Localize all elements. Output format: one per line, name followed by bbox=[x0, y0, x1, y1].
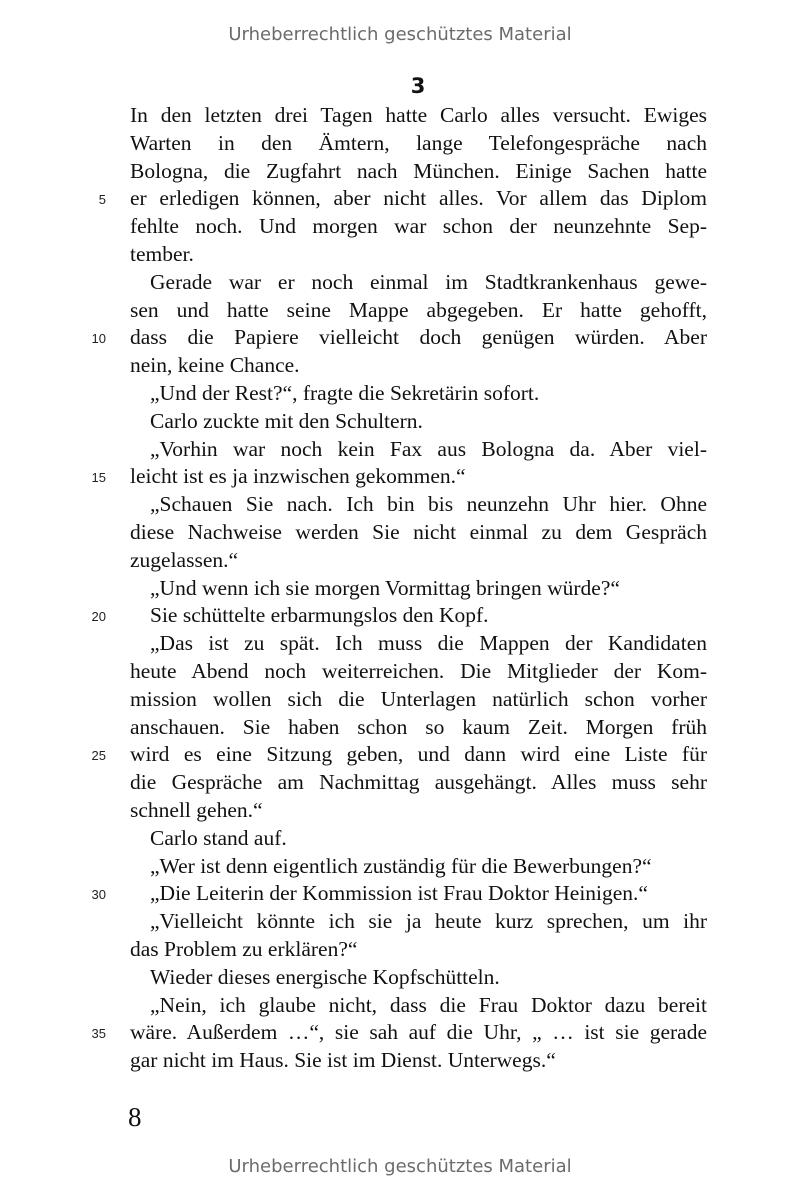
line-text: die Gespräche am Nachmittag ausgehängt. Alles muss sehr bbox=[130, 770, 707, 795]
line-text: heute Abend noch weiterreichen. Die Mitglieder der Kom- bbox=[130, 658, 707, 683]
line-text: „Und der Rest?“, fragte die Sekretärin sofort. bbox=[150, 380, 540, 405]
text-line bbox=[0, 992, 800, 1020]
text-line bbox=[0, 630, 800, 658]
text-line bbox=[0, 380, 800, 408]
text-line bbox=[0, 213, 800, 241]
text-line bbox=[0, 130, 800, 158]
line-text: das Problem zu erklären?“ bbox=[130, 936, 358, 961]
line-text: Bologna, die Zugfahrt nach München. Einige Sachen hatte bbox=[130, 158, 707, 183]
line-text: Carlo stand auf. bbox=[150, 825, 287, 850]
text-line bbox=[0, 769, 800, 797]
chapter-number: 3 bbox=[410, 74, 426, 98]
text-line bbox=[0, 1047, 800, 1075]
text-line bbox=[0, 519, 800, 547]
line-number: 35 bbox=[91, 1026, 106, 1042]
line-text: „Und wenn ich sie morgen Vormittag bringen würde?“ bbox=[150, 575, 620, 600]
line-text: tember. bbox=[130, 241, 194, 266]
text-line bbox=[0, 463, 800, 491]
line-text: „Schauen Sie nach. Ich bin bis neunzehn Uhr hier. Ohne bbox=[150, 492, 707, 517]
text-line bbox=[0, 964, 800, 992]
text-line bbox=[0, 408, 800, 436]
text-line bbox=[0, 269, 800, 297]
line-text: er erledigen können, aber nicht alles. Vor allem das Diplom bbox=[130, 186, 707, 211]
line-number: 25 bbox=[91, 748, 106, 764]
line-text: gar nicht im Haus. Sie ist im Dienst. Unterwegs.“ bbox=[130, 1048, 556, 1073]
text-line bbox=[0, 741, 800, 769]
text-line bbox=[0, 297, 800, 325]
line-number: 30 bbox=[91, 887, 106, 903]
line-number: 20 bbox=[91, 609, 106, 625]
line-text: „Die Leiterin der Kommission ist Frau Doktor Heinigen.“ bbox=[150, 881, 648, 906]
line-text: diese Nachweise werden Sie nicht einmal zu dem Gespräch bbox=[130, 519, 707, 544]
line-text: Wieder dieses energische Kopfschütteln. bbox=[150, 964, 500, 989]
line-number: 5 bbox=[98, 192, 106, 208]
text-line bbox=[0, 575, 800, 603]
line-text: fehlte noch. Und morgen war schon der neunzehnte Sep- bbox=[130, 214, 707, 239]
line-text: wäre. Außerdem …“, sie sah auf die Uhr, „ … ist sie gerade bbox=[130, 1020, 707, 1045]
line-text: „Vielleicht könnte ich sie ja heute kurz sprechen, um ihr bbox=[150, 909, 707, 934]
line-number: 10 bbox=[91, 331, 106, 347]
text-line bbox=[0, 241, 800, 269]
line-text: zugelassen.“ bbox=[130, 547, 239, 572]
line-text: Gerade war er noch einmal im Stadtkrankenhaus gewe- bbox=[150, 269, 707, 294]
line-text: schnell gehen.“ bbox=[130, 797, 263, 822]
line-text: „Nein, ich glaube nicht, dass die Frau Doktor dazu bereit bbox=[150, 992, 707, 1017]
line-text: wird es eine Sitzung geben, und dann wird eine Liste für bbox=[130, 742, 707, 767]
line-text: sen und hatte seine Mappe abgegeben. Er hatte gehofft, bbox=[130, 297, 707, 322]
line-text: mission wollen sich die Unterlagen natürlich schon vorher bbox=[130, 686, 707, 711]
watermark-top: Urheberrechtlich geschütztes Material bbox=[228, 24, 572, 45]
line-text: Sie schüttelte erbarmungslos den Kopf. bbox=[150, 603, 489, 628]
line-text: „Das ist zu spät. Ich muss die Mappen der Kandidaten bbox=[150, 631, 707, 656]
line-text: anschauen. Sie haben schon so kaum Zeit. Morgen früh bbox=[130, 714, 707, 739]
line-text: Warten in den Ämtern, lange Telefongespräche nach bbox=[130, 130, 707, 155]
line-text: Carlo zuckte mit den Schultern. bbox=[150, 408, 423, 433]
line-text: „Wer ist denn eigentlich zuständig für die Bewerbungen?“ bbox=[150, 853, 652, 878]
text-line bbox=[0, 853, 800, 881]
text-line bbox=[0, 436, 800, 464]
text-line bbox=[0, 797, 800, 825]
text-line bbox=[0, 1019, 800, 1047]
text-line bbox=[0, 908, 800, 936]
text-line bbox=[0, 936, 800, 964]
text-line bbox=[0, 602, 800, 630]
line-text: „Vorhin war noch kein Fax aus Bologna da. Aber viel- bbox=[150, 436, 707, 461]
text-line bbox=[0, 491, 800, 519]
line-text: In den letzten drei Tagen hatte Carlo alles versucht. Ewiges bbox=[130, 103, 707, 127]
text-line bbox=[0, 714, 800, 742]
line-text: leicht ist es ja inzwischen gekommen.“ bbox=[130, 464, 466, 489]
text-line bbox=[0, 547, 800, 575]
line-text: dass die Papiere vielleicht doch genügen würden. Aber bbox=[130, 325, 707, 350]
text-line bbox=[0, 825, 800, 853]
text-line bbox=[0, 158, 800, 186]
text-line bbox=[0, 658, 800, 686]
text-line bbox=[0, 686, 800, 714]
page-number: 8 bbox=[128, 1102, 142, 1132]
text-line bbox=[0, 880, 800, 908]
text-line bbox=[0, 324, 800, 352]
body-text bbox=[0, 102, 800, 1075]
line-number: 15 bbox=[91, 470, 106, 486]
text-line bbox=[0, 102, 800, 130]
watermark-bottom: Urheberrechtlich geschütztes Material bbox=[228, 1156, 572, 1177]
text-line bbox=[0, 352, 800, 380]
line-text: nein, keine Chance. bbox=[130, 353, 300, 378]
text-line bbox=[0, 185, 800, 213]
